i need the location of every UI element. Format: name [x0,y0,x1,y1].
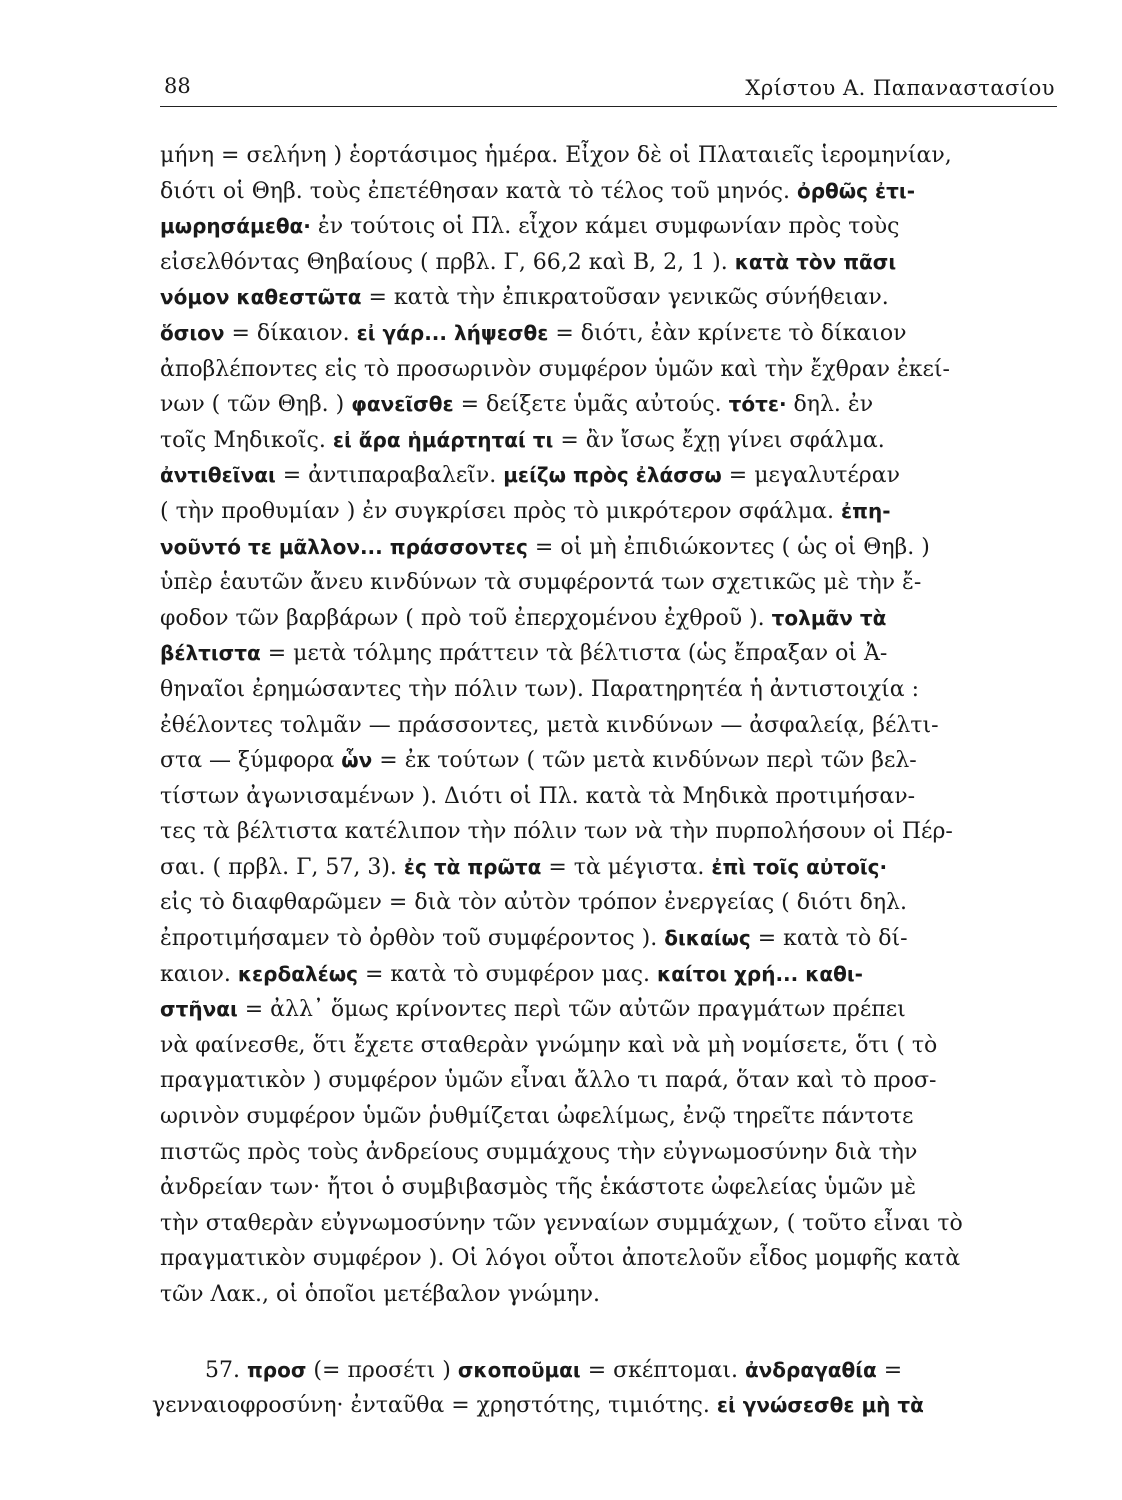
text-line [160,1206,1057,1242]
lemma: νοῦντό τε μᾶλλον... [160,534,383,559]
gloss: (= προσέτι ) [306,1357,458,1383]
gloss: τες τὰ βέλτιστα κατέλιπον τὴν πόλιν των νὰ τὴν πυρπολήσουν οἱ Πέρ- [160,819,953,845]
gloss: δηλ. ἐν [786,392,874,418]
gloss: πραγματικὸν συμφέρον ). Οἱ λόγοι οὗτοι ἀποτελοῦν εἶδος μομφῆς κατὰ [160,1246,961,1272]
gloss: ωρινὸν συμφέρον ὑμῶν ῥυθμίζεται ὠφελίμως, ἐνῷ τηρεῖτε πάντοτε [160,1104,914,1130]
page-number: 88 [164,74,191,98]
text-line [160,814,1057,850]
gloss: ὑπὲρ ἑαυτῶν ἄνευ κινδύνων τὰ συμφέροντά των σχετικῶς μὲ τὴν ἔ- [160,570,922,596]
gloss: = δείξετε ὑμᾶς αὐτούς. [453,392,729,418]
gloss: = ἀλλ᾽ ὅμως κρίνοντες περὶ τῶν αὐτῶν πραγμάτων πρέπει [237,997,906,1023]
lemma: ἐπη- [841,498,891,523]
gloss: = μετὰ τόλμης πράττειν τὰ βέλτιστα (ὡς ἔπραξαν οἱ Ἀ- [260,641,888,667]
text-line [160,1353,1057,1389]
text-line [160,672,1057,708]
text-line [160,458,1057,494]
text-line [152,1388,1057,1424]
text-line [160,209,1057,245]
text-line [160,280,1057,316]
gloss: ἀνδρείαν των· ἤτοι ὁ συμβιβασμὸς τῆς ἑκάστοτε ὠφελείας ὑμῶν μὲ [160,1175,917,1201]
gloss: = ἐκ τούτων ( τῶν μετὰ κινδύνων περὶ τῶν βελ- [372,748,917,774]
text-line [160,957,1057,993]
gloss: τὴν σταθερὰν εὐγνωμοσύνην τῶν γενναίων συμμάχων, ( τοῦτο εἶναι τὸ [160,1210,963,1236]
text-line [160,708,1057,744]
lemma: πράσσοντες [389,534,528,559]
text-line [160,743,1057,779]
lemma: σκοποῦμαι [457,1357,581,1382]
gloss: = [876,1357,903,1383]
lemma: εἰ γάρ... [356,320,447,345]
lemma: βέλτιστα [160,641,261,666]
gloss: μήνη = σελήνη ) ἑορτάσιμος ἡμέρα. Εἶχον δὲ οἱ Πλαταιεῖς ἱερομηνίαν, [160,143,952,168]
gloss: = σκέπτομαι. [580,1357,745,1383]
text-line [160,316,1057,352]
text-line [160,1170,1057,1206]
gloss: = οἱ μὴ ἐπιδιώκοντες ( ὡς οἱ Θηβ. ) [527,534,930,560]
gloss [447,321,454,346]
text-line [160,850,1057,886]
gloss: στα — ξύμφορα [160,748,342,774]
gloss: τοῖς Μηδικοῖς. [160,427,333,453]
gloss: εἰσελθόντας Θηβαίους ( πρβλ. Γ, 66,2 καὶ Β, 2, 1 ). [160,249,735,275]
lemma: λήψεσθε [454,320,549,345]
running-head [160,70,1057,107]
lemma: ἀνδραγαθία [744,1357,877,1382]
gloss: θηναῖοι ἐρημώσαντες τὴν πόλιν των). Παρατηρητέα ἡ ἀντιστοιχία : [160,676,920,702]
gloss: σαι. ( πρβλ. Γ, 57, 3). [160,854,404,880]
text-line [160,1028,1057,1064]
text-line [160,530,1057,566]
lemma: ὧν [341,748,373,773]
text-line [160,1135,1057,1171]
gloss: ἐθέλοντες τολμᾶν — πράσσοντες, μετὰ κινδύνων — ἀσφαλείᾳ, βέλτι- [160,712,939,738]
lemma: προσ [246,1357,307,1382]
lemma: εἰ ἄρα ἡμάρτηταί τι [332,427,554,452]
gloss: = δίκαιον. [224,320,357,346]
lemma: ὀρθῶς ἐτι- [797,178,915,203]
gloss: = τὰ μέγιστα. [541,854,712,880]
gloss: τῶν Λακ., οἱ ὁποῖοι μετέβαλον γνώμην. [160,1282,600,1307]
lemma: δικαίως [664,926,751,951]
gloss: τίστων ἀγωνισαμένων ). Διότι οἱ Πλ. κατὰ τὰ Μηδικὰ προτιμήσαν- [160,783,916,809]
lemma: ὅσιον [160,320,225,345]
lemma: τότε· [728,392,787,417]
text-line [160,174,1057,210]
gloss: = κατὰ τὴν ἐπικρατοῦσαν γενικῶς σύνήθειαν. [361,285,889,311]
text-line [160,423,1057,459]
gloss: = μεγαλυτέραν [721,463,900,489]
gloss: διότι οἱ Θηβ. τοὺς ἐπετέθησαν κατὰ τὸ τέλος τοῦ μηνός. [160,178,797,204]
gloss: = κατὰ τὸ συμφέρον μας. [358,961,657,987]
gloss [383,535,390,560]
paragraph-gap [160,1313,1057,1353]
lemma: μωρησάμεθα· [160,214,311,239]
lemma: μείζω πρὸς ἐλάσσω [503,463,722,488]
lemma: στῆναι [160,997,238,1022]
lemma: φανεῖσθε [351,392,454,417]
lemma: εἰ γνώσεσθε μὴ τὰ [716,1393,924,1418]
gloss: = ἀντιπαραβαλεῖν. [275,463,504,489]
gloss: γενναιοφροσύνη· ἐνταῦθα = χρηστότης, τιμιότης. [152,1393,717,1419]
commentary-text [152,138,1057,1424]
text-line [160,565,1057,601]
text-line [160,245,1057,281]
lemma: καίτοι χρή... καθι- [656,961,863,986]
text-line [160,1063,1057,1099]
text-line [160,921,1057,957]
lemma: ἐς τὰ πρῶτα [403,854,542,879]
gloss: πραγματικὸν ) συμφέρον ὑμῶν εἶναι ἄλλο τι παρά, ὅταν καὶ τὸ προσ- [160,1068,937,1094]
gloss: πιστῶς πρὸς τοὺς ἀνδρείους συμμάχους τὴν εὐγνωμοσύνην διὰ τὴν [160,1139,918,1165]
text-line [160,1099,1057,1135]
gloss: = διότι, ἐὰν κρίνετε τὸ δίκαιον [548,320,907,346]
running-head-title: Χρίστου Α. Παπαναστασίου [745,76,1055,100]
lemma: νόμον καθεστῶτα [160,285,362,310]
gloss: φοδον τῶν βαρβάρων ( πρὸ τοῦ ἐπερχομένου ἐχθροῦ ). [160,605,772,631]
gloss: νὰ φαίνεσθε, ὅτι ἔχετε σταθερὰν γνώμην καὶ νὰ μὴ νομίσετε, ὅτι ( τὸ [160,1032,938,1058]
text-line [160,352,1057,388]
gloss: = κατὰ τὸ δί- [750,926,908,952]
lemma: ἀντιθεῖναι [160,463,276,488]
lemma: ἐπὶ τοῖς αὐτοῖς· [711,854,888,879]
text-line [160,1241,1057,1277]
lemma: κερδαλέως [237,961,359,986]
gloss: ἐπροτιμήσαμεν τὸ ὀρθὸν τοῦ συμφέροντος ). [160,926,665,952]
text-line [160,138,1057,174]
gloss: καιον. [160,961,238,987]
lemma: κατὰ τὸν πᾶσι [734,249,897,274]
text-line [160,885,1057,921]
text-line [160,779,1057,815]
lemma: τολμᾶν τὰ [771,605,887,630]
text-line [160,494,1057,530]
text-line [160,992,1057,1028]
gloss: ἀποβλέποντες εἰς τὸ προσωρινὸν συμφέρον ὑμῶν καὶ τὴν ἔχθραν ἐκεί- [160,356,950,382]
gloss: νων ( τῶν Θηβ. ) [160,392,352,418]
text-line [160,636,1057,672]
text-line [160,387,1057,423]
gloss: = ἂν ἴσως ἔχῃ γίνει σφάλμα. [553,427,885,453]
text-line [160,1277,1057,1313]
gloss: εἰς τὸ διαφθαρῶμεν = διὰ τὸν αὐτὸν τρόπον ἐνεργείας ( διότι δηλ. [160,890,907,916]
gloss: ( τὴν προθυμίαν ) ἐν συγκρίσει πρὸς τὸ μικρότερον σφάλμα. [160,498,842,524]
gloss: 57. [205,1357,247,1383]
gloss: ἐν τούτοις οἱ Πλ. εἶχον κάμει συμφωνίαν πρὸς τοὺς [310,214,900,240]
text-line [160,601,1057,637]
